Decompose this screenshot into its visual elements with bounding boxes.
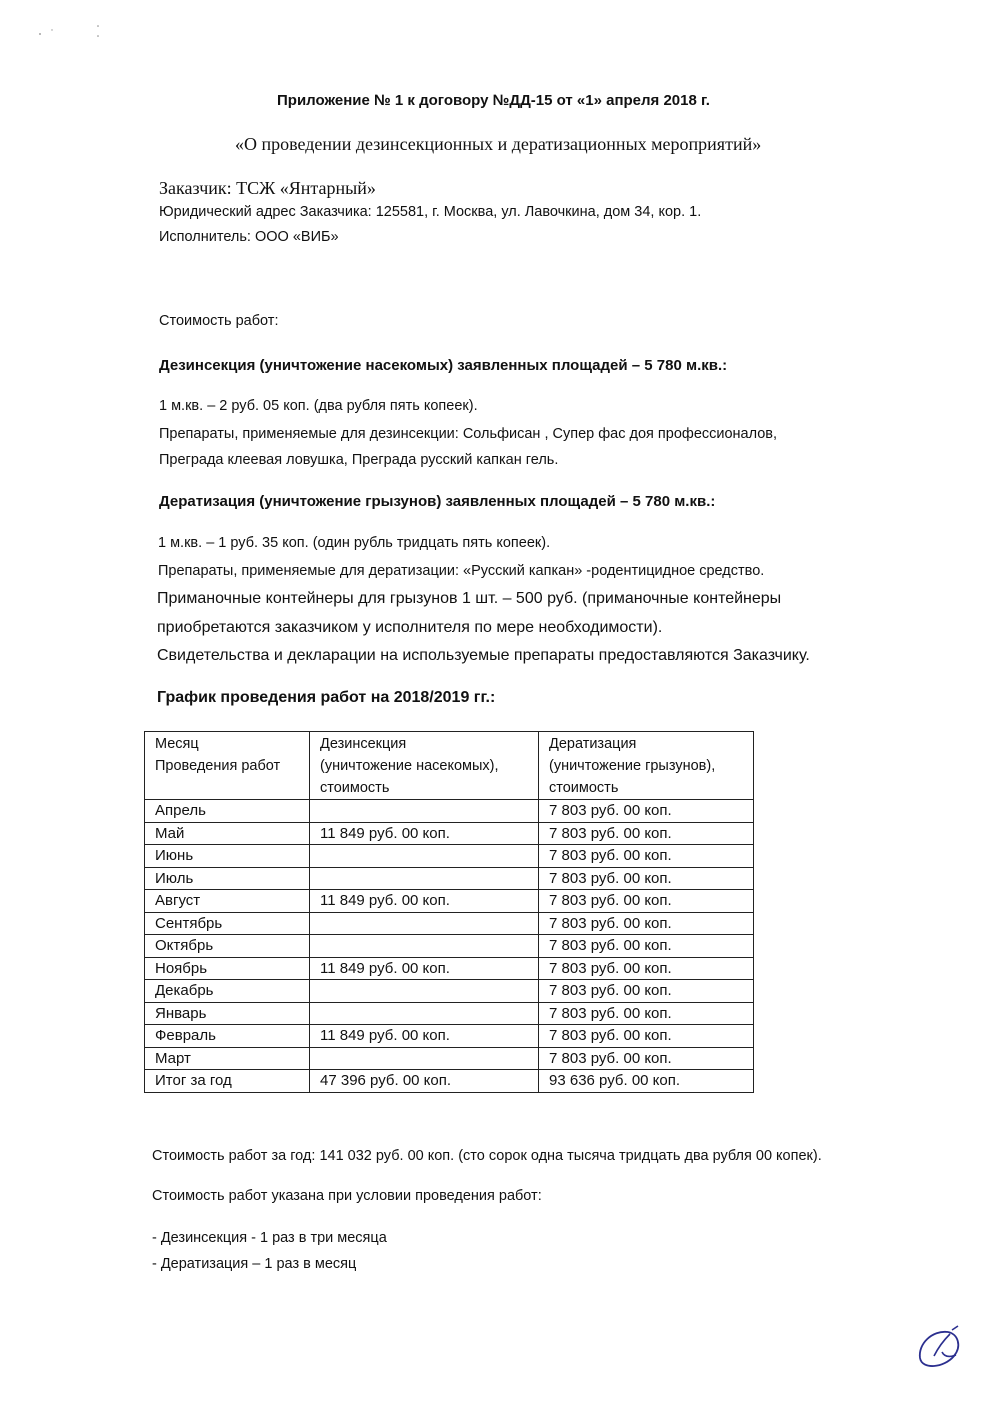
disinsection-cost-cell: 11 849 руб. 00 коп. bbox=[310, 957, 539, 980]
disinsection-cost-cell: 11 849 руб. 00 коп. bbox=[310, 822, 539, 845]
month-cell: Август bbox=[145, 890, 310, 913]
deratization-cost-cell: 7 803 руб. 00 коп. bbox=[539, 957, 754, 980]
table-row bbox=[145, 822, 754, 845]
deratization-preparations: Препараты, применяемые для дератизации: «Русский капкан» -родентицидное средство. bbox=[158, 563, 765, 579]
disinsection-cost-cell bbox=[310, 980, 539, 1003]
conditions-label: Стоимость работ указана при условии проведения работ: bbox=[152, 1188, 542, 1204]
deratization-cost-cell: 7 803 руб. 00 коп. bbox=[539, 890, 754, 913]
deratization-cost-cell: 7 803 руб. 00 коп. bbox=[539, 1025, 754, 1048]
deratization-cost-cell: 7 803 руб. 00 коп. bbox=[539, 822, 754, 845]
cost-label: Стоимость работ: bbox=[159, 313, 279, 329]
containers-line-1: Приманочные контейнеры для грызунов 1 шт. – 500 руб. (приманочные контейнеры bbox=[157, 590, 782, 607]
total-row bbox=[145, 1070, 754, 1093]
containers-line-2: приобретаются заказчиком у исполнителя по мере необходимости). bbox=[157, 619, 663, 636]
schedule-table bbox=[144, 731, 754, 1093]
table-row bbox=[145, 890, 754, 913]
contractor: Исполнитель: ООО «ВИБ» bbox=[159, 229, 339, 245]
month-cell: Январь bbox=[145, 1002, 310, 1025]
header-disinsection: Дезинсекция (уничтожение насекомых), стоимость bbox=[310, 732, 539, 800]
legal-address: Юридический адрес Заказчика: 125581, г. Москва, ул. Лавочкина, дом 34, кор. 1. bbox=[159, 204, 702, 220]
disinsection-cost-cell bbox=[310, 800, 539, 823]
deratization-cost-cell: 7 803 руб. 00 коп. bbox=[539, 800, 754, 823]
disinsection-preparations-line-1: Препараты, применяемые для дезинсекции: Сольфисан , Супер фас доя профессионалов, bbox=[159, 426, 778, 442]
month-cell: Ноябрь bbox=[145, 957, 310, 980]
deratization-cost-cell: 7 803 руб. 00 коп. bbox=[539, 845, 754, 868]
table-row bbox=[145, 1047, 754, 1070]
schedule-heading: График проведения работ на 2018/2019 гг.: bbox=[157, 689, 496, 706]
deratization-cost-cell: 7 803 руб. 00 коп. bbox=[539, 935, 754, 958]
header-deratization: Дератизация (уничтожение грызунов), стоимость bbox=[539, 732, 754, 800]
deratization-price: 1 м.кв. – 1 руб. 35 коп. (один рубль тридцать пять копеек). bbox=[158, 535, 551, 551]
total-label-cell: Итог за год bbox=[145, 1070, 310, 1093]
disinsection-cost-cell bbox=[310, 912, 539, 935]
disinsection-heading: Дезинсекция (уничтожение насекомых) заявленных площадей – 5 780 м.кв.: bbox=[159, 357, 728, 374]
condition-disinsection: - Дезинсекция - 1 раз в три месяца bbox=[152, 1230, 387, 1246]
customer: Заказчик: ТСЖ «Янтарный» bbox=[159, 178, 376, 198]
table-row bbox=[145, 845, 754, 868]
header-month: Месяц Проведения работ bbox=[145, 732, 310, 800]
disinsection-price: 1 м.кв. – 2 руб. 05 коп. (два рубля пять копеек). bbox=[159, 398, 478, 414]
month-cell: Июль bbox=[145, 867, 310, 890]
table-row bbox=[145, 1002, 754, 1025]
disinsection-cost-cell bbox=[310, 935, 539, 958]
document-title: Приложение № 1 к договору №ДД-15 от «1» апреля 2018 г. bbox=[277, 92, 710, 109]
initials-signature-mark bbox=[910, 1322, 966, 1374]
month-cell: Апрель bbox=[145, 800, 310, 823]
deratization-cost-cell: 7 803 руб. 00 коп. bbox=[539, 1002, 754, 1025]
certificates-note: Свидетельства и декларации на используемые препараты предоставляются Заказчику. bbox=[157, 647, 810, 664]
disinsection-cost-cell bbox=[310, 1002, 539, 1025]
disinsection-cost-cell bbox=[310, 867, 539, 890]
disinsection-cost-cell: 11 849 руб. 00 коп. bbox=[310, 1025, 539, 1048]
disinsection-total-cell: 47 396 руб. 00 коп. bbox=[310, 1070, 539, 1093]
deratization-cost-cell: 7 803 руб. 00 коп. bbox=[539, 867, 754, 890]
table-row bbox=[145, 800, 754, 823]
month-cell: Июнь bbox=[145, 845, 310, 868]
document-subtitle: «О проведении дезинсекционных и дератизационных мероприятий» bbox=[235, 134, 762, 154]
deratization-cost-cell: 7 803 руб. 00 коп. bbox=[539, 912, 754, 935]
deratization-cost-cell: 7 803 руб. 00 коп. bbox=[539, 980, 754, 1003]
deratization-cost-cell: 7 803 руб. 00 коп. bbox=[539, 1047, 754, 1070]
table-row bbox=[145, 935, 754, 958]
table-row bbox=[145, 957, 754, 980]
month-cell: Сентябрь bbox=[145, 912, 310, 935]
disinsection-cost-cell bbox=[310, 1047, 539, 1070]
disinsection-cost-cell bbox=[310, 845, 539, 868]
condition-deratization: - Дератизация – 1 раз в месяц bbox=[152, 1256, 357, 1272]
schedule-header-row bbox=[145, 732, 754, 800]
table-row bbox=[145, 1025, 754, 1048]
month-cell: Октябрь bbox=[145, 935, 310, 958]
deratization-heading: Дератизация (уничтожение грызунов) заявленных площадей – 5 780 м.кв.: bbox=[159, 493, 716, 510]
month-cell: Февраль bbox=[145, 1025, 310, 1048]
table-row bbox=[145, 867, 754, 890]
month-cell: Декабрь bbox=[145, 980, 310, 1003]
disinsection-cost-cell: 11 849 руб. 00 коп. bbox=[310, 890, 539, 913]
month-cell: Март bbox=[145, 1047, 310, 1070]
month-cell: Май bbox=[145, 822, 310, 845]
deratization-total-cell: 93 636 руб. 00 коп. bbox=[539, 1070, 754, 1093]
disinsection-preparations-line-2: Преграда клеевая ловушка, Преграда русский капкан гель. bbox=[159, 452, 559, 468]
table-row bbox=[145, 980, 754, 1003]
scan-specks bbox=[30, 18, 110, 48]
year-total: Стоимость работ за год: 141 032 руб. 00 коп. (сто сорок одна тысяча тридцать два рубля 00 копек). bbox=[152, 1148, 822, 1164]
table-row bbox=[145, 912, 754, 935]
